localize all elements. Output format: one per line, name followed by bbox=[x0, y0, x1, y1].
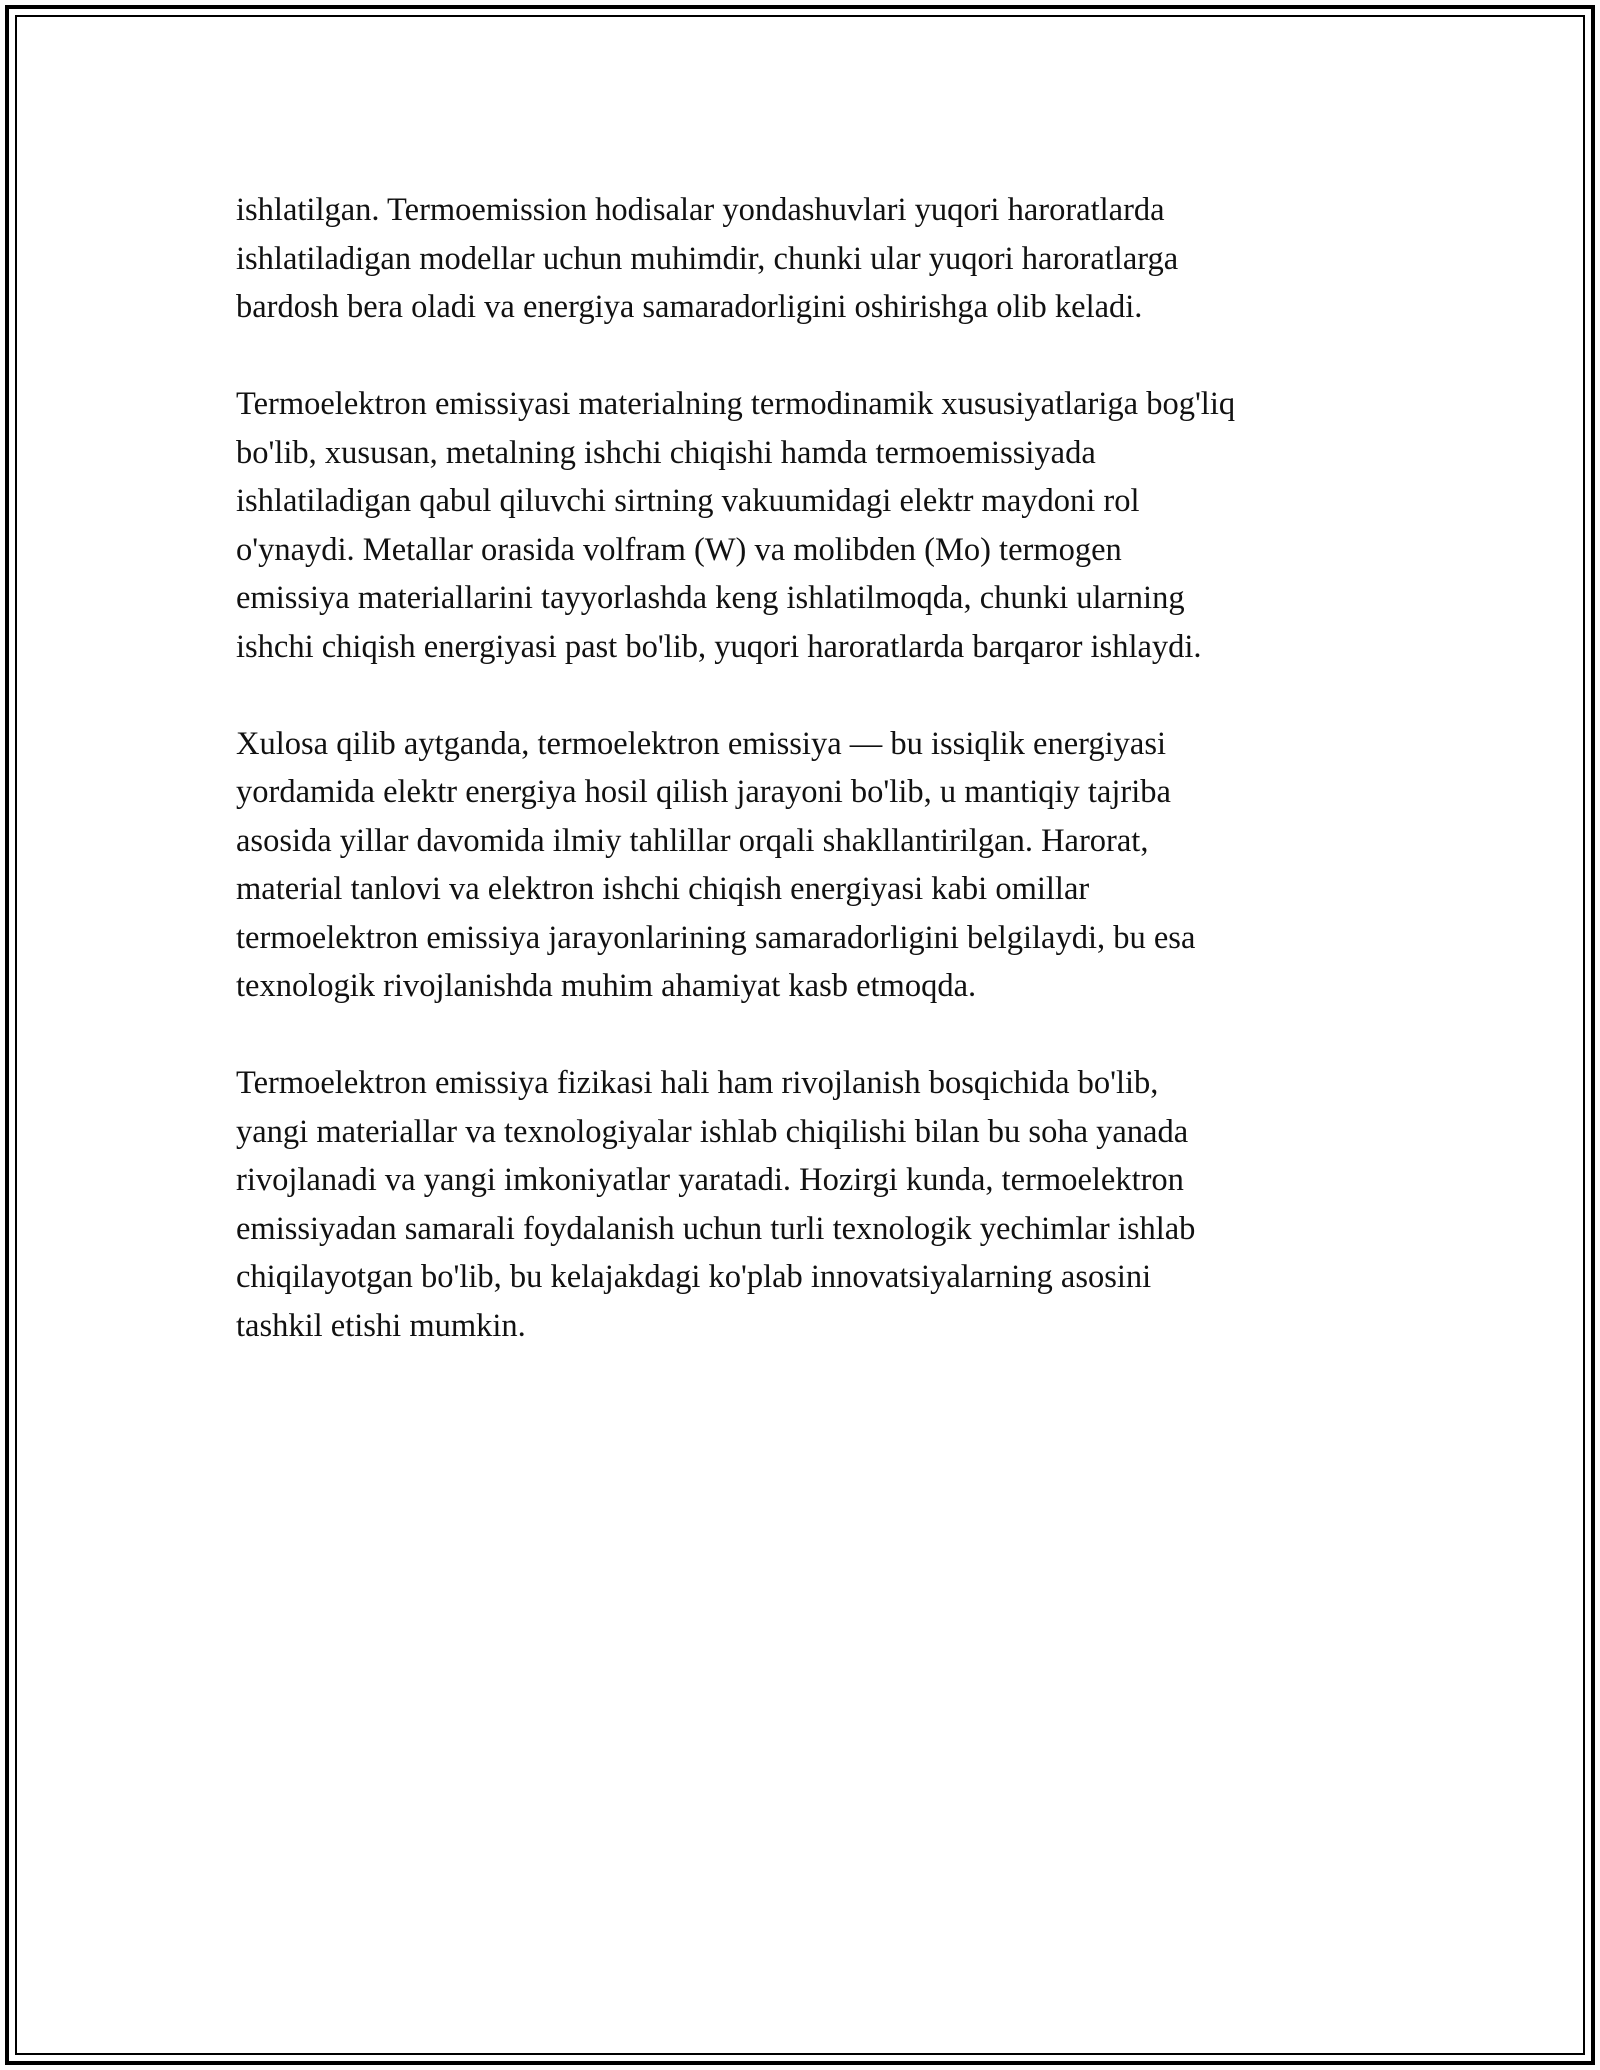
paragraph-4: Termoelektron emissiya fizikasi hali ham rivojlanish bosqichida bo'lib, yangi materiallar va texnologiyalar ishlab chiqilishi bilan bu soha yanada rivojlanadi va yangi imkoniyatlar yaratadi. Hozirgi kunda, termoelektron emissiyadan samarali foydalanish uchun turli texnologik yechimlar ishlab chiqilayotgan bo'lib, bu kelajakdagi ko'plab innovatsiyalarning asosini tashkil etishi mumkin. bbox=[236, 1065, 1196, 1344]
paragraph-2: Termoelektron emissiyasi materialning termodinamik xususiyatlariga bog'liq bo'lib, xususan, metalning ishchi chiqishi hamda termoemissiyada ishlatiladigan qabul qiluvchi sirtning vakuumidagi elektr maydoni rol o'ynaydi. Metallar orasida volfram (W) va molibden (Mo) termogen emissiya materiallarini tayyorlashda keng ishlatilmoqda, chunki ularning ishchi chiqish energiyasi past bo'lib, yuqori haroratlarda barqaror ishlaydi. bbox=[236, 386, 1236, 665]
document-body bbox=[236, 186, 1376, 1399]
paragraph-1: ishlatilgan. Termoemission hodisalar yondashuvlari yuqori haroratlarda ishlatiladigan modellar uchun muhimdir, chunki ular yuqori haroratlarga bardosh bera oladi va energiya samaradorligini oshirishga olib keladi. bbox=[236, 192, 1179, 325]
paragraph-3: Xulosa qilib aytganda, termoelektron emissiya — bu issiqlik energiyasi yordamida elektr energiya hosil qilish jarayoni bo'lib, u mantiqiy tajriba asosida yillar davomida ilmiy tahlillar orqali shakllantirilgan. Harorat, material tanlovi va elektron ishchi chiqish energiyasi kabi omillar termoelektron emissiya jarayonlarining samaradorligini belgilaydi, bu esa texnologik rivojlanishda muhim ahamiyat kasb etmoqda. bbox=[236, 725, 1196, 1004]
